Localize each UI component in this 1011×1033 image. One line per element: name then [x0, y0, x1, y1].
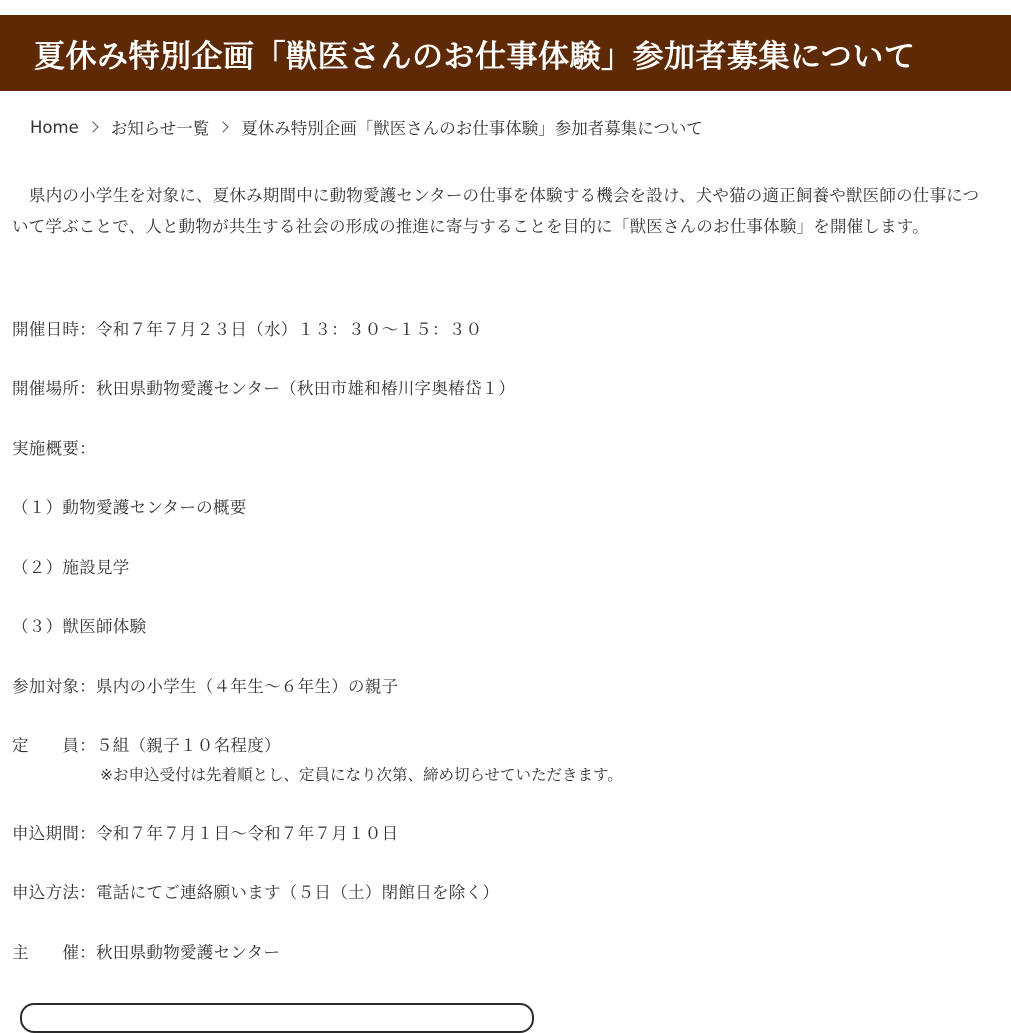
capacity-note: ※お申込受付は先着順とし、定員になり次第、締め切らせていただきます。 [100, 766, 623, 784]
breadcrumb [30, 115, 703, 139]
chevron-right-icon [87, 121, 98, 132]
chevron-right-icon [218, 121, 229, 132]
breadcrumb-current: 夏休み特別企画「獣医さんのお仕事体験」参加者募集について [241, 119, 703, 138]
application-period: 申込期間：令和７年７月１日～令和７年７月１０日 [12, 824, 399, 843]
overview-item-3: （３）獣医師体験 [12, 617, 147, 636]
event-place: 開催場所：秋田県動物愛護センター（秋田市雄和椿川字奥椿岱１） [12, 379, 516, 398]
breadcrumb-home-link[interactable]: Home [30, 117, 79, 137]
event-date: 開催日時：令和７年７月２３日（水）１３：３０～１５：３０ [12, 320, 483, 339]
overview-item-1: （１）動物愛護センターの概要 [12, 498, 247, 517]
intro-paragraph: 県内の小学生を対象に、夏休み期間中に動物愛護センターの仕事を体験する機会を設け、犬や猫の適正飼養や獣医師の仕事について学ぶことで、人と動物が共生する社会の形成の推進に寄与することを目的に「獣医さんのお仕事体験」を開催します。 [12, 186, 980, 236]
top-gap [0, 0, 1011, 15]
breadcrumb-news-list-link[interactable]: お知らせ一覧 [110, 119, 210, 138]
participant-target: 参加対象：県内の小学生（４年生～６年生）の親子 [12, 677, 399, 696]
page-title-bar [0, 15, 1011, 91]
overview-heading: 実施概要： [12, 439, 96, 458]
overview-item-2: （２）施設見学 [12, 558, 130, 577]
organizer: 主 催：秋田県動物愛護センター [12, 943, 281, 962]
capacity: 定 員：５組（親子１０名程度） [12, 736, 281, 755]
application-method: 申込方法：電話にてご連絡願います（５日（土）閉館日を除く） [12, 883, 500, 902]
page-title: 夏休み特別企画「獣医さんのお仕事体験」参加者募集について [34, 38, 916, 75]
bottom-button[interactable] [20, 1003, 534, 1033]
